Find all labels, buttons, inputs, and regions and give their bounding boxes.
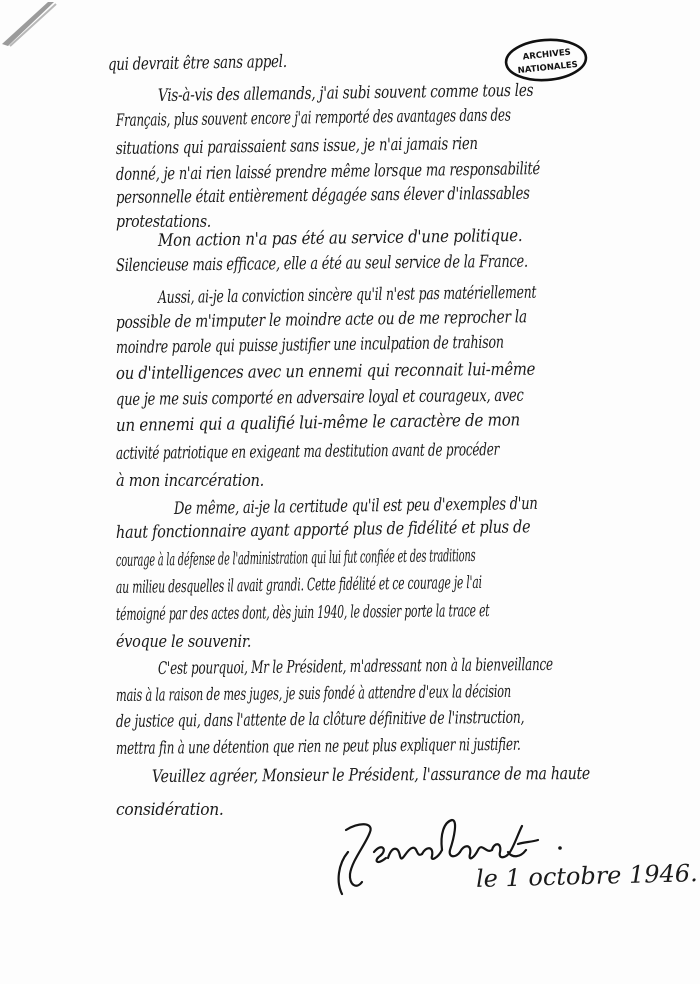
letter-line: De même, ai-je la certitude qu'il est peu d'exemples d'un [173,493,538,519]
letter-line: témoigné par des actes dont, dès juin 1940, le dossier porte la trace et [115,601,490,625]
letter-line: personnelle était entièrement dégagée sans élever d'inlassables [115,183,530,208]
stamp-line-2: NATIONALES [517,59,579,77]
letter-line: C'est pourquoi, Mr le Président, m'adressant non à la bienveillance [157,654,553,679]
letter-line: que je me suis comporté en adversaire loyal et courageux, avec [115,385,524,410]
letter-date: le 1 octobre 1946. [475,859,699,893]
letter-line: protestations. [116,212,211,232]
letter-line: haut fonctionnaire ayant apporté plus de fidélité et plus de [115,517,531,543]
letter-line: considération. [116,800,224,820]
letter-line: mais à la raison de mes juges, je suis fondé à attendre d'eux la décision [115,681,511,706]
letter-line: ou d'intelligences avec un ennemi qui reconnait lui-même [115,359,536,384]
letter-line: qui devrait être sans appel. [107,51,287,75]
letter-line: un ennemi qui a qualifié lui-même le caractère de mon [115,410,521,436]
letter-line: moindre parole qui puisse justifier une inculpation de trahison [115,332,504,358]
letter-line: Mon action n'a pas été au service d'une politique. [157,225,523,251]
stamp-line-1: ARCHIVES [522,47,572,63]
archives-nationales-stamp [503,37,589,83]
letter-line: à mon incarcération. [116,471,264,491]
letter-line: donné, je n'ai rien laissé prendre même lorsque ma responsabilité [115,159,541,185]
scan-corner-mark [2,0,60,48]
letter-line: mettra fin à une détention que rien ne peut plus expliquer ni justifier. [115,734,521,759]
letter-line: évoque le souvenir. [116,632,252,652]
letter-line: Vis-à-vis des allemands, j'ai subi souvent comme tous les [157,80,534,106]
letter-line: activité patriotique en exigeant ma destitution avant de procéder [115,439,500,464]
letter-line: situations qui paraissaient sans issue, je n'ai jamais rien [115,133,478,159]
letter-line: de justice qui, dans l'attente de la clôture définitive de l'instruction, [115,707,525,732]
letter-line: Aussi, ai-je la conviction sincère qu'il n'est pas matériellement [157,282,537,308]
letter-line: au milieu desquelles il avait grandi. Cette fidélité et ce courage je l'ai [115,572,482,598]
letter-line: courage à la défense de l'administration qui lui fut confiée et des traditions [115,545,476,571]
letter-line: Silencieuse mais efficace, elle a été au seul service de la France. [115,251,528,276]
letter-line: Veuillez agréer, Monsieur le Président, l'assurance de ma haute [151,763,591,787]
letter-line: Français, plus souvent encore j'ai remporté des avantages dans des [115,105,511,131]
letter-line: possible de m'imputer le moindre acte ou de me reprocher la [115,307,527,333]
